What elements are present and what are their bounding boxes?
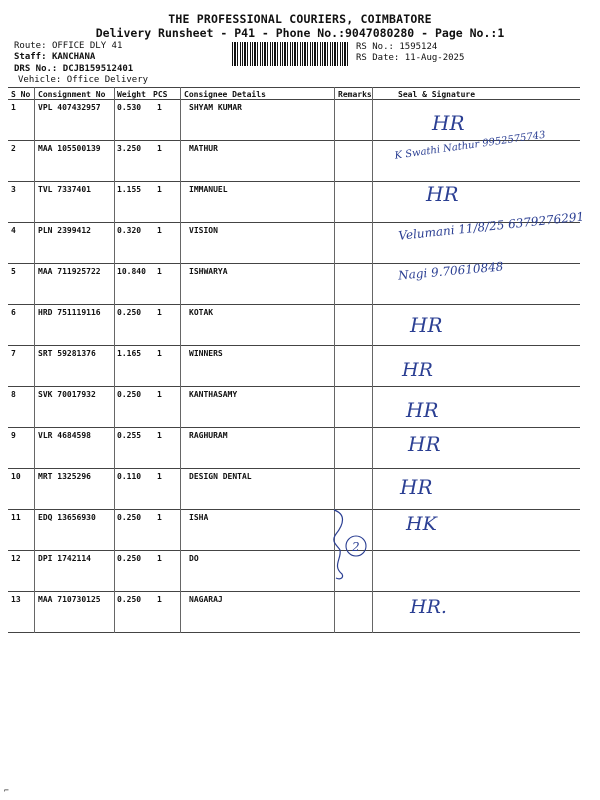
column-header-consignment: Consignment No	[38, 90, 106, 99]
signature-row-13: HR.	[410, 596, 447, 618]
staff-value: KANCHANA	[51, 52, 96, 62]
cell-weight: 0.250	[117, 595, 142, 604]
cell-consignee: KANTHASAMY	[189, 390, 238, 399]
cell-pcs: 1	[157, 349, 162, 358]
cell-pcs: 1	[157, 390, 162, 399]
cell-sno: 4	[11, 226, 16, 235]
cell-pcs: 1	[157, 144, 162, 153]
cell-pcs: 1	[157, 267, 162, 276]
row-rule	[8, 345, 580, 346]
column-header-remarks: Remarks	[338, 90, 372, 99]
cell-weight: 0.110	[117, 472, 142, 481]
cell-pcs: 1	[157, 595, 162, 604]
vehicle-label: Vehicle:	[18, 75, 62, 85]
cell-sno: 6	[11, 308, 16, 317]
cell-weight: 0.320	[117, 226, 142, 235]
cell-pcs: 1	[157, 472, 162, 481]
cell-weight: 0.250	[117, 513, 142, 522]
document-subtitle: Delivery Runsheet - P41 - Phone No.:9047080280 - Page No.:1	[95, 26, 505, 40]
bracket-stroke	[334, 510, 343, 579]
cell-consignee: IMMANUEL	[189, 185, 228, 194]
row-rule	[8, 386, 580, 387]
staff-info	[14, 52, 95, 63]
cell-consignment-no: EDQ 13656930	[38, 513, 96, 522]
cell-pcs: 1	[157, 513, 162, 522]
signature-row-2: K Swathi Nathur 9952575743	[394, 129, 547, 162]
cell-weight: 1.165	[117, 349, 142, 358]
cell-sno: 13	[11, 595, 21, 604]
rs-date-label: RS Date:	[356, 53, 400, 63]
vehicle-info	[18, 75, 148, 86]
rs-no-value: 1595124	[399, 42, 438, 52]
cell-consignee: WINNERS	[189, 349, 223, 358]
row-rule	[8, 591, 580, 592]
signature-row-9: HR	[408, 432, 441, 456]
cell-consignee: NAGARAJ	[189, 595, 223, 604]
cell-consignee: RAGHURAM	[189, 431, 228, 440]
circled-note-text: 2	[352, 540, 360, 554]
cell-consignment-no: SRT 59281376	[38, 349, 96, 358]
cell-consignee: VISION	[189, 226, 218, 235]
column-header-weight: Weight	[117, 90, 146, 99]
signature-row-1: HR	[432, 111, 465, 135]
cell-consignment-no: MAA 710730125	[38, 595, 101, 604]
column-header-signature: Seal & Signature	[398, 90, 476, 99]
cell-consignee: ISHWARYA	[189, 267, 228, 276]
cell-weight: 0.530	[117, 103, 142, 112]
cell-consignee: SHYAM KUMAR	[189, 103, 242, 112]
vehicle-value: Office Delivery	[66, 75, 149, 85]
signature-row-7: HR	[402, 359, 433, 381]
row-rule	[8, 181, 580, 182]
row-rule	[8, 304, 580, 305]
cell-sno: 2	[11, 144, 16, 153]
cell-consignment-no: PLN 2399412	[38, 226, 91, 235]
rs-date-info	[356, 53, 464, 64]
cell-consignment-no: VLR 4684598	[38, 431, 91, 440]
cell-weight: 0.255	[117, 431, 142, 440]
drs-info	[14, 64, 133, 75]
cell-sno: 1	[11, 103, 16, 112]
cell-consignment-no: VPL 407432957	[38, 103, 101, 112]
staff-label: Staff:	[14, 52, 47, 62]
signature-row-3: HR	[426, 182, 459, 206]
table-top-rule	[8, 87, 580, 88]
cell-pcs: 1	[157, 103, 162, 112]
document-title: THE PROFESSIONAL COURIERS, COIMBATORE	[168, 12, 432, 26]
row-rule	[8, 468, 580, 469]
rs-no-label: RS No.:	[356, 42, 394, 52]
cell-consignment-no: MRT 1325296	[38, 472, 91, 481]
cell-sno: 12	[11, 554, 21, 563]
cell-sno: 7	[11, 349, 16, 358]
signature-row-11: HK	[406, 513, 437, 535]
cell-weight: 1.155	[117, 185, 142, 194]
rs-no-info	[356, 42, 437, 53]
cell-consignment-no: SVK 70017932	[38, 390, 96, 399]
signature-row-4: Velumani 11/8/25 6379276291	[397, 209, 585, 243]
cell-pcs: 1	[157, 308, 162, 317]
row-rule	[8, 509, 580, 510]
cell-sno: 11	[11, 513, 21, 522]
route-label: Route:	[14, 41, 47, 51]
cell-weight: 0.250	[117, 308, 142, 317]
cell-weight: 10.840	[117, 267, 146, 276]
cell-consignment-no: TVL 7337401	[38, 185, 91, 194]
route-info	[14, 41, 122, 52]
cell-consignee: KOTAK	[189, 308, 214, 317]
cell-weight: 0.250	[117, 554, 142, 563]
signature-row-6: HR	[410, 313, 443, 337]
cell-weight: 0.250	[117, 390, 142, 399]
cell-sno: 10	[11, 472, 21, 481]
cell-consignee: DESIGN DENTAL	[189, 472, 252, 481]
cell-consignment-no: MAA 711925722	[38, 267, 101, 276]
row-rule	[8, 427, 580, 428]
drs-value: DCJB159512401	[62, 64, 134, 74]
signature-row-10: HR	[400, 475, 433, 499]
column-rule	[180, 87, 181, 633]
cell-sno: 5	[11, 267, 16, 276]
cell-consignment-no: MAA 105500139	[38, 144, 101, 153]
cell-consignment-no: HRD 751119116	[38, 308, 101, 317]
column-header-consignee: Consignee Details	[184, 90, 266, 99]
cell-consignee: DO	[189, 554, 199, 563]
bracket-annotation	[322, 506, 374, 582]
cell-consignee: ISHA	[189, 513, 209, 522]
cell-consignee: MATHUR	[189, 144, 218, 153]
signature-row-8: HR	[406, 398, 439, 422]
column-header-pcs: PCS	[153, 90, 168, 99]
cell-pcs: 1	[157, 431, 162, 440]
cell-pcs: 1	[157, 185, 162, 194]
cell-sno: 9	[11, 431, 16, 440]
column-rule	[114, 87, 115, 633]
rs-date-value: 11-Aug-2025	[404, 53, 465, 63]
cell-pcs: 1	[157, 226, 162, 235]
row-rule	[8, 550, 580, 551]
table-header-rule	[8, 99, 580, 100]
cell-pcs: 1	[157, 554, 162, 563]
corner-mark: ⌐	[4, 786, 9, 795]
cell-sno: 3	[11, 185, 16, 194]
route-value: OFFICE DLY 41	[51, 41, 123, 51]
signature-row-5: Nagi 9.70610848	[397, 259, 504, 283]
cell-sno: 8	[11, 390, 16, 399]
row-rule	[8, 632, 580, 633]
cell-weight: 3.250	[117, 144, 142, 153]
cell-consignment-no: DPI 1742114	[38, 554, 91, 563]
drs-label: DRS No.:	[14, 64, 58, 74]
column-rule	[34, 87, 35, 633]
column-header-sno: S No	[11, 90, 31, 99]
barcode	[232, 42, 348, 66]
